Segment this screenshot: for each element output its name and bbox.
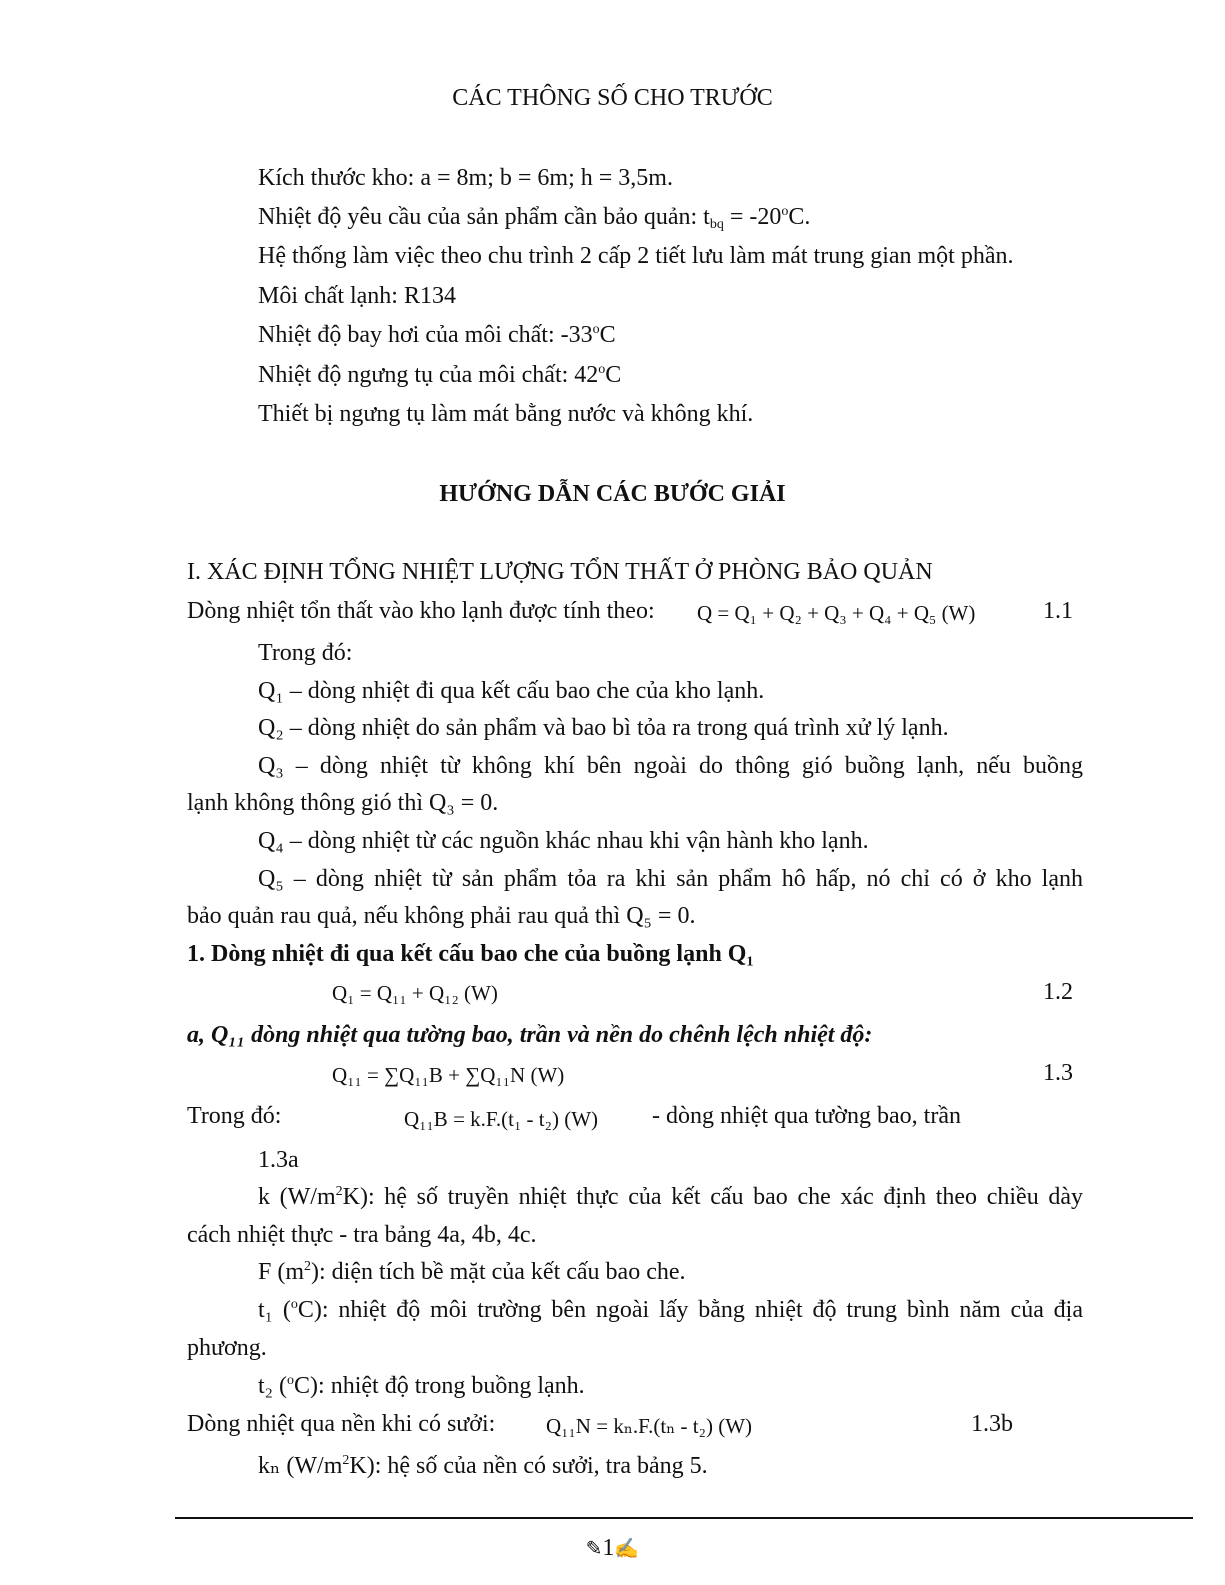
subsection-heading-1: 1. Dòng nhiệt đi qua kết cấu bao che của buồng lạnh Q₁ <box>187 941 754 967</box>
equation-number: 1.3b <box>971 1411 1013 1437</box>
param-refrigerant: Môi chất lạnh: R134 <box>258 283 456 309</box>
param-evaporation-temp: Nhiệt độ bay hơi của môi chất: -33$^o$C <box>258 322 616 348</box>
def-q1: Q₁ – dòng nhiệt đi qua kết cấu bao che của kho lạnh. <box>258 678 765 704</box>
flow-intro: Dòng nhiệt tổn thất vào kho lạnh được tính theo: <box>187 598 655 624</box>
equation-1-3a-description: - dòng nhiệt qua tường bao, trần <box>652 1103 961 1129</box>
def-q5-line1: Q₅ – dòng nhiệt từ sản phẩm tỏa ra khi sản phẩm hô hấp, nó chỉ có ở kho lạnh <box>258 866 1083 892</box>
where-label: Trong đó: <box>258 640 353 666</box>
param-condensation-temp: Nhiệt độ ngưng tụ của môi chất: 42$^o$C <box>258 362 622 388</box>
where-label: Trong đó: <box>187 1103 282 1129</box>
def-kn: kₙ $(W/m^2K)$: hệ số của nền có sưởi, tra bảng 5. <box>258 1453 708 1479</box>
floor-heat-intro: Dòng nhiệt qua nền khi có sưởi: <box>187 1411 496 1437</box>
def-t2: t₂ ($^o$C): nhiệt độ trong buồng lạnh. <box>258 1373 585 1399</box>
param-size: Kích thước kho: a = 8m; b = 6m; h = 3,5m. <box>258 165 673 191</box>
pen-ornament-right-icon: ✍ <box>614 1538 640 1561</box>
equation-1-3a: Q₁₁B = k.F.(t₁ - t₂) (W) <box>404 1107 599 1131</box>
equation-1-2: Q₁ = Q₁₁ + Q₁₂ (W) <box>332 981 498 1005</box>
def-t1-line2: phương. <box>187 1335 267 1361</box>
page-title: CÁC THÔNG SỐ CHO TRƯỚC <box>452 85 773 111</box>
def-k-line1: k $(W/m^2K)$: hệ số truyền nhiệt thực của kết cấu bao che xác định theo chiều dày <box>258 1184 1084 1210</box>
def-k-line2: cách nhiệt thực - tra bảng 4a, 4b, 4c. <box>187 1222 537 1248</box>
def-q3-line1: Q₃ – dòng nhiệt từ không khí bên ngoài do thông gió buồng lạnh, nếu buồng <box>258 753 1083 779</box>
footer-divider <box>175 1517 1193 1519</box>
param-temperature: Nhiệt độ yêu cầu của sản phẩm cần bảo quản: $t_{bq} = -20^oC$. <box>258 204 811 232</box>
def-q4: Q₄ – dòng nhiệt từ các nguồn khác nhau khi vận hành kho lạnh. <box>258 828 869 854</box>
equation-number: 1.1 <box>1043 598 1073 624</box>
equation-1-1: Q = Q₁ + Q₂ + Q₃ + Q₄ + Q₅ (W) <box>697 601 976 625</box>
equation-1-3b: Q₁₁N = kₙ.F.(tₙ - t₂) (W) <box>546 1414 753 1438</box>
equation-number: 1.2 <box>1043 979 1073 1005</box>
page-number: 1 <box>602 1535 615 1561</box>
page-footer <box>0 1533 1225 1564</box>
param-cycle: Hệ thống làm việc theo chu trình 2 cấp 2 tiết lưu làm mát trung gian một phần. <box>258 243 1014 269</box>
equation-number: 1.3 <box>1043 1060 1073 1086</box>
subsection-heading-a: a, Q₁₁ dòng nhiệt qua tường bao, trần và nền do chênh lệch nhiệt độ: <box>187 1022 873 1048</box>
param-condenser: Thiết bị ngưng tụ làm mát bằng nước và không khí. <box>258 401 754 427</box>
def-q5-line2: bảo quản rau quả, nếu không phải rau quả thì Q₅ = 0. <box>187 903 696 929</box>
guide-title: HƯỚNG DẪN CÁC BƯỚC GIẢI <box>439 481 786 507</box>
pen-ornament-left-icon: ✎ <box>585 1538 603 1561</box>
section-heading: I. XÁC ĐỊNH TỔNG NHIỆT LƯỢNG TỔN THẤT Ở PHÒNG BẢO QUẢN <box>187 559 933 585</box>
equation-1-3: Q₁₁ = ∑Q₁₁B + ∑Q₁₁N (W) <box>332 1063 565 1087</box>
def-q3-line2: lạnh không thông gió thì Q₃ = 0. <box>187 790 499 816</box>
equation-number: 1.3a <box>258 1147 299 1173</box>
def-q2: Q₂ – dòng nhiệt do sản phẩm và bao bì tỏa ra trong quá trình xử lý lạnh. <box>258 715 949 741</box>
def-t1-line1: t₁ ($^o$C): nhiệt độ môi trường bên ngoài lấy bằng nhiệt độ trung bình năm của địa <box>258 1297 1084 1323</box>
def-f: F $(m^2)$: diện tích bề mặt của kết cấu bao che. <box>258 1259 686 1285</box>
